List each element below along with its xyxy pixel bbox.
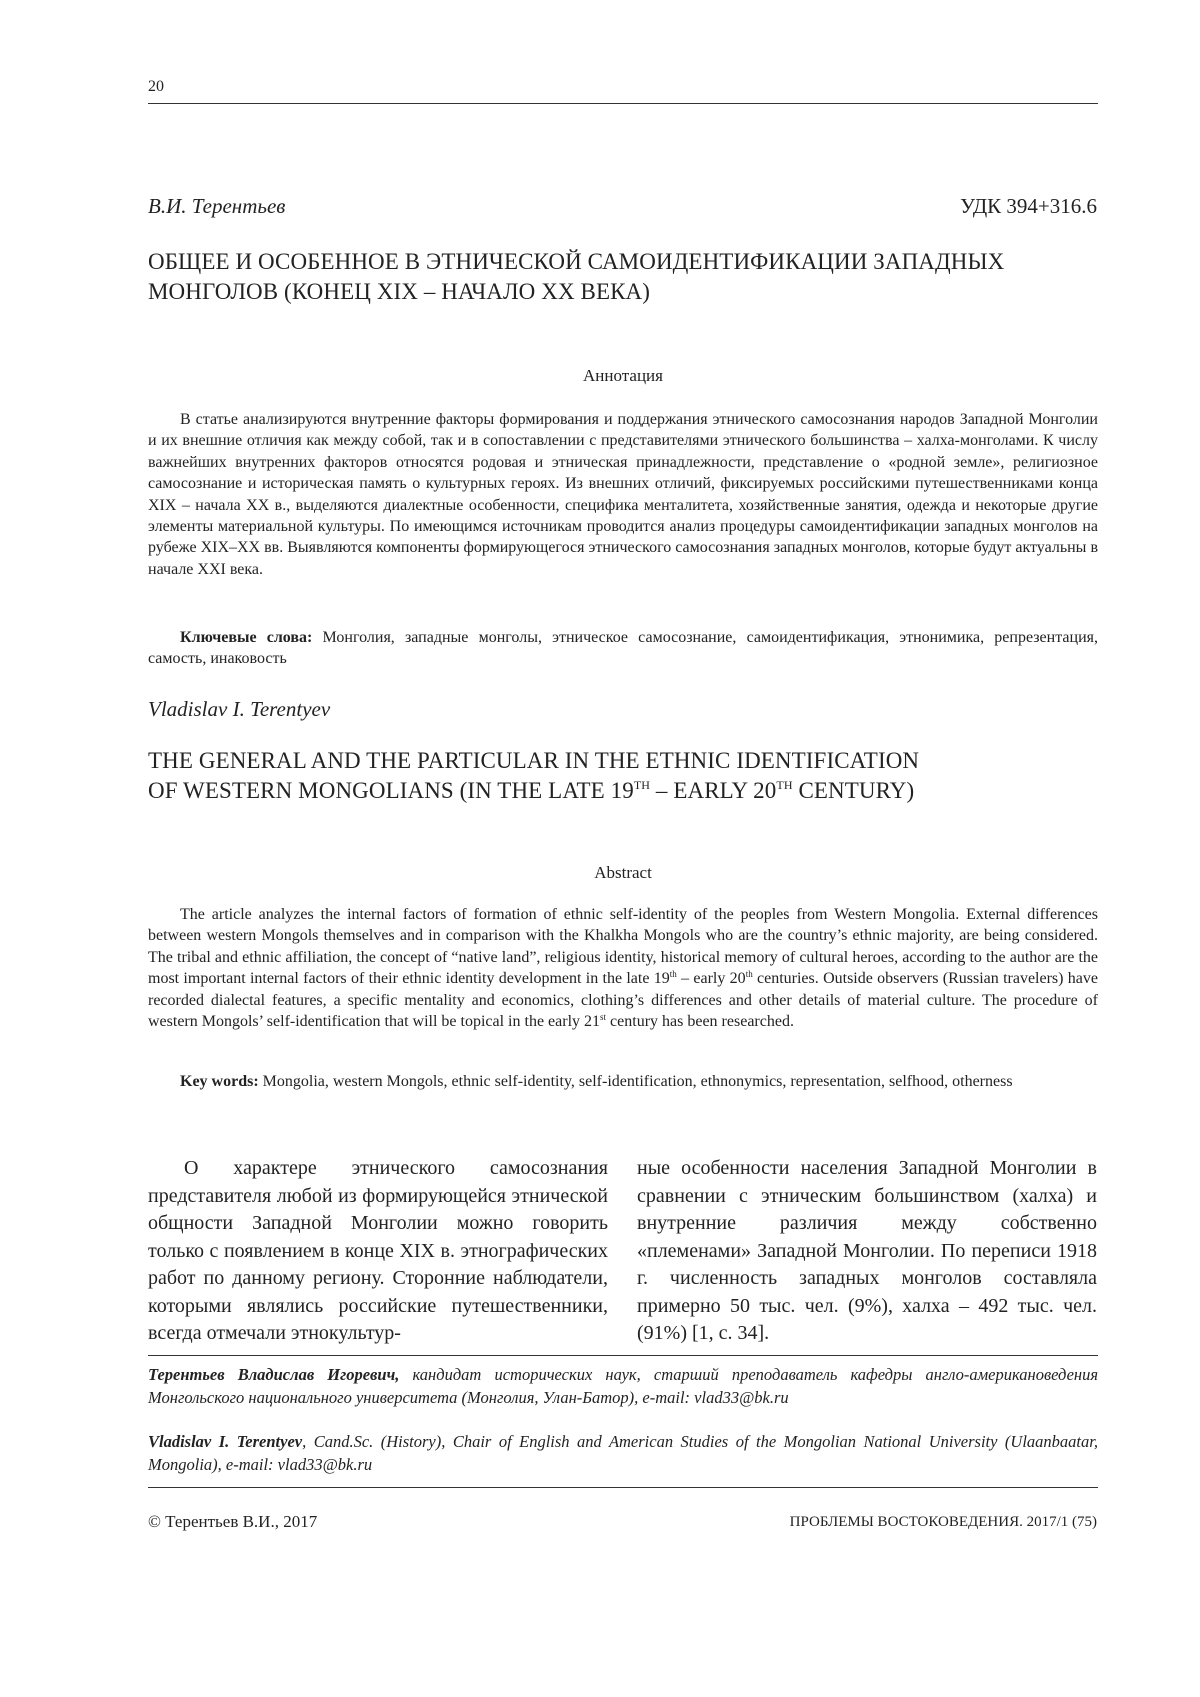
keywords-label-ru: Ключевые слова: [180,629,313,646]
title-ru [148,247,1108,307]
author-ru: В.И. Терентьев [148,194,286,218]
author-en: Vladislav I. Terentyev [148,697,331,721]
author-note-ru [148,1363,1098,1409]
author-note-en-name: Vladislav I. Terentyev [148,1432,303,1451]
title-ru-line2: МОНГОЛОВ (КОНЕЦ XIX – НАЧАЛО XX ВЕКА) [148,279,651,304]
abstract-en-sup2: th [745,969,753,980]
author-note-en-text: , Cand.Sc. (History), Chair of English and American Studies of the Mongolian National University (Ulaanbaatar, Mongolia), e-mail: vlad33@bk.ru [148,1432,1098,1474]
title-en [148,746,1108,806]
abstract-en-part-b: – early 20 [676,970,746,988]
abstract-en-sup1: th [669,969,677,980]
copyright: © Терентьев В.И., 2017 [148,1512,318,1531]
author-note-en [148,1430,1098,1476]
author-note-ru-name: Терентьев Владислав Игоревич, [148,1365,400,1384]
abstract-text-ru: В статье анализируются внутренние факторы формирования и поддержания этнического самосознания народов Западной Монголии и их внешние отличия как между собой, так и в сопоставлении с представителями этнического большинства – халха-монголами. К числу важнейших внутренних факторов относятся родовая и этническая принадлежности, представление о «родной земле», религиозное самосознание и историческая память о культурных героях. Из внешних отличий, фиксируемых российскими путешественниками конца XIX – начала XX в., выделяются диалектные особенности, специфика менталитета, хозяйственные занятия, одежда и некоторые другие элементы материальной культуры. По имеющимся источникам проводится анализ процедуры самоидентификации западных монголов на рубеже XIX–XX вв. Выявляются компоненты формирующегося этнического самосознания западных монголов, которые будут актуальны в начале XXI века. [148,411,1098,578]
footer-rule [148,1487,1098,1488]
abstract-heading-ru: Аннотация [583,366,663,385]
header-rule [148,103,1098,104]
title-ru-line1: ОБЩЕЕ И ОСОБЕННОЕ В ЭТНИЧЕСКОЙ САМОИДЕНТИФИКАЦИИ ЗАПАДНЫХ [148,249,1005,274]
title-en-sup1: TH [633,778,651,792]
title-en-line2 [148,776,1108,806]
title-en-line2-part-a: OF WESTERN MONGOLIANS (IN THE LATE 19 [148,778,634,803]
title-en-sup2: TH [776,778,793,792]
abstract-en-part-d: century has been researched. [606,1013,794,1031]
keywords-ru [148,627,1098,670]
body-column-left: О характере этнического самосознания представителя любой из формирующейся этнической общности Западной Монголии можно говорить только с появлением в конце XIX в. этнографических работ по данному региону. Сторонние наблюдатели, которыми являлись российские путешественники, всегда отмечали этнокультур- [148,1157,608,1344]
page-number: 20 [148,78,164,95]
author-note-ru-text: кандидат исторических наук, старший преподаватель кафедры англо-американоведения Монгольского национального университета (Монголия, Улан-Батор), e-mail: vlad33@bk.ru [148,1365,1098,1407]
abstract-en-part-c: centuries. Outside observers (Russian travelers) have recorded dialectal features, a specific mentality and economics, clothing’s differences and other details of material culture. The procedure of western Mongols’ self-identification that will be topical in the early 21 [148,970,1098,1031]
keywords-text-en: Mongolia, western Mongols, ethnic self-identity, self-identification, ethnonymics, representation, selfhood, otherness [262,1073,1013,1090]
abstract-en-sup3: st [600,1012,607,1023]
journal-name: ПРОБЛЕМЫ ВОСТОКОВЕДЕНИЯ. 2017/1 (75) [789,1514,1097,1530]
body-column-right: ные особенности населения Западной Монголии в сравнении с этническим большинством (халха) и внутренние различия между собственно «племенами» Западной Монголии. По переписи 1918 г. численность западных монголов составляла примерно 50 тыс. чел. (9%), халха – 492 тыс. чел. (91%) [1, с. 34]. [637,1157,1097,1344]
title-en-line1: THE GENERAL AND THE PARTICULAR IN THE ETHNIC IDENTIFICATION [148,748,920,773]
title-en-line2-part-b: – EARLY 20 [650,778,777,803]
keywords-label-en: Key words: [180,1073,259,1090]
keywords-en [148,1071,1098,1092]
footnote-rule [148,1355,1098,1356]
title-en-line2-part-c: CENTURY) [792,778,915,803]
abstract-heading-en: Abstract [594,863,652,882]
udk-code: УДК 394+316.6 [960,194,1097,218]
keywords-text-ru: Монголия, западные монголы, этническое самосознание, самоидентификация, этнонимика, репрезентация, самость, инаковость [148,629,1098,668]
abstract-text-en [148,904,1098,1032]
abstract-en-part-a: The article analyzes the internal factors of formation of ethnic self-identity of the peoples from Western Mongolia. External differences between western Mongols themselves and in comparison with the Khalkha Mongols who are the country’s ethnic majority, are being considered. The tribal and ethnic affiliation, the concept of “native land”, religious identity, historical memory of cultural heroes, according to the author are the most important internal factors of their ethnic identity development in the late 19 [148,906,1098,988]
